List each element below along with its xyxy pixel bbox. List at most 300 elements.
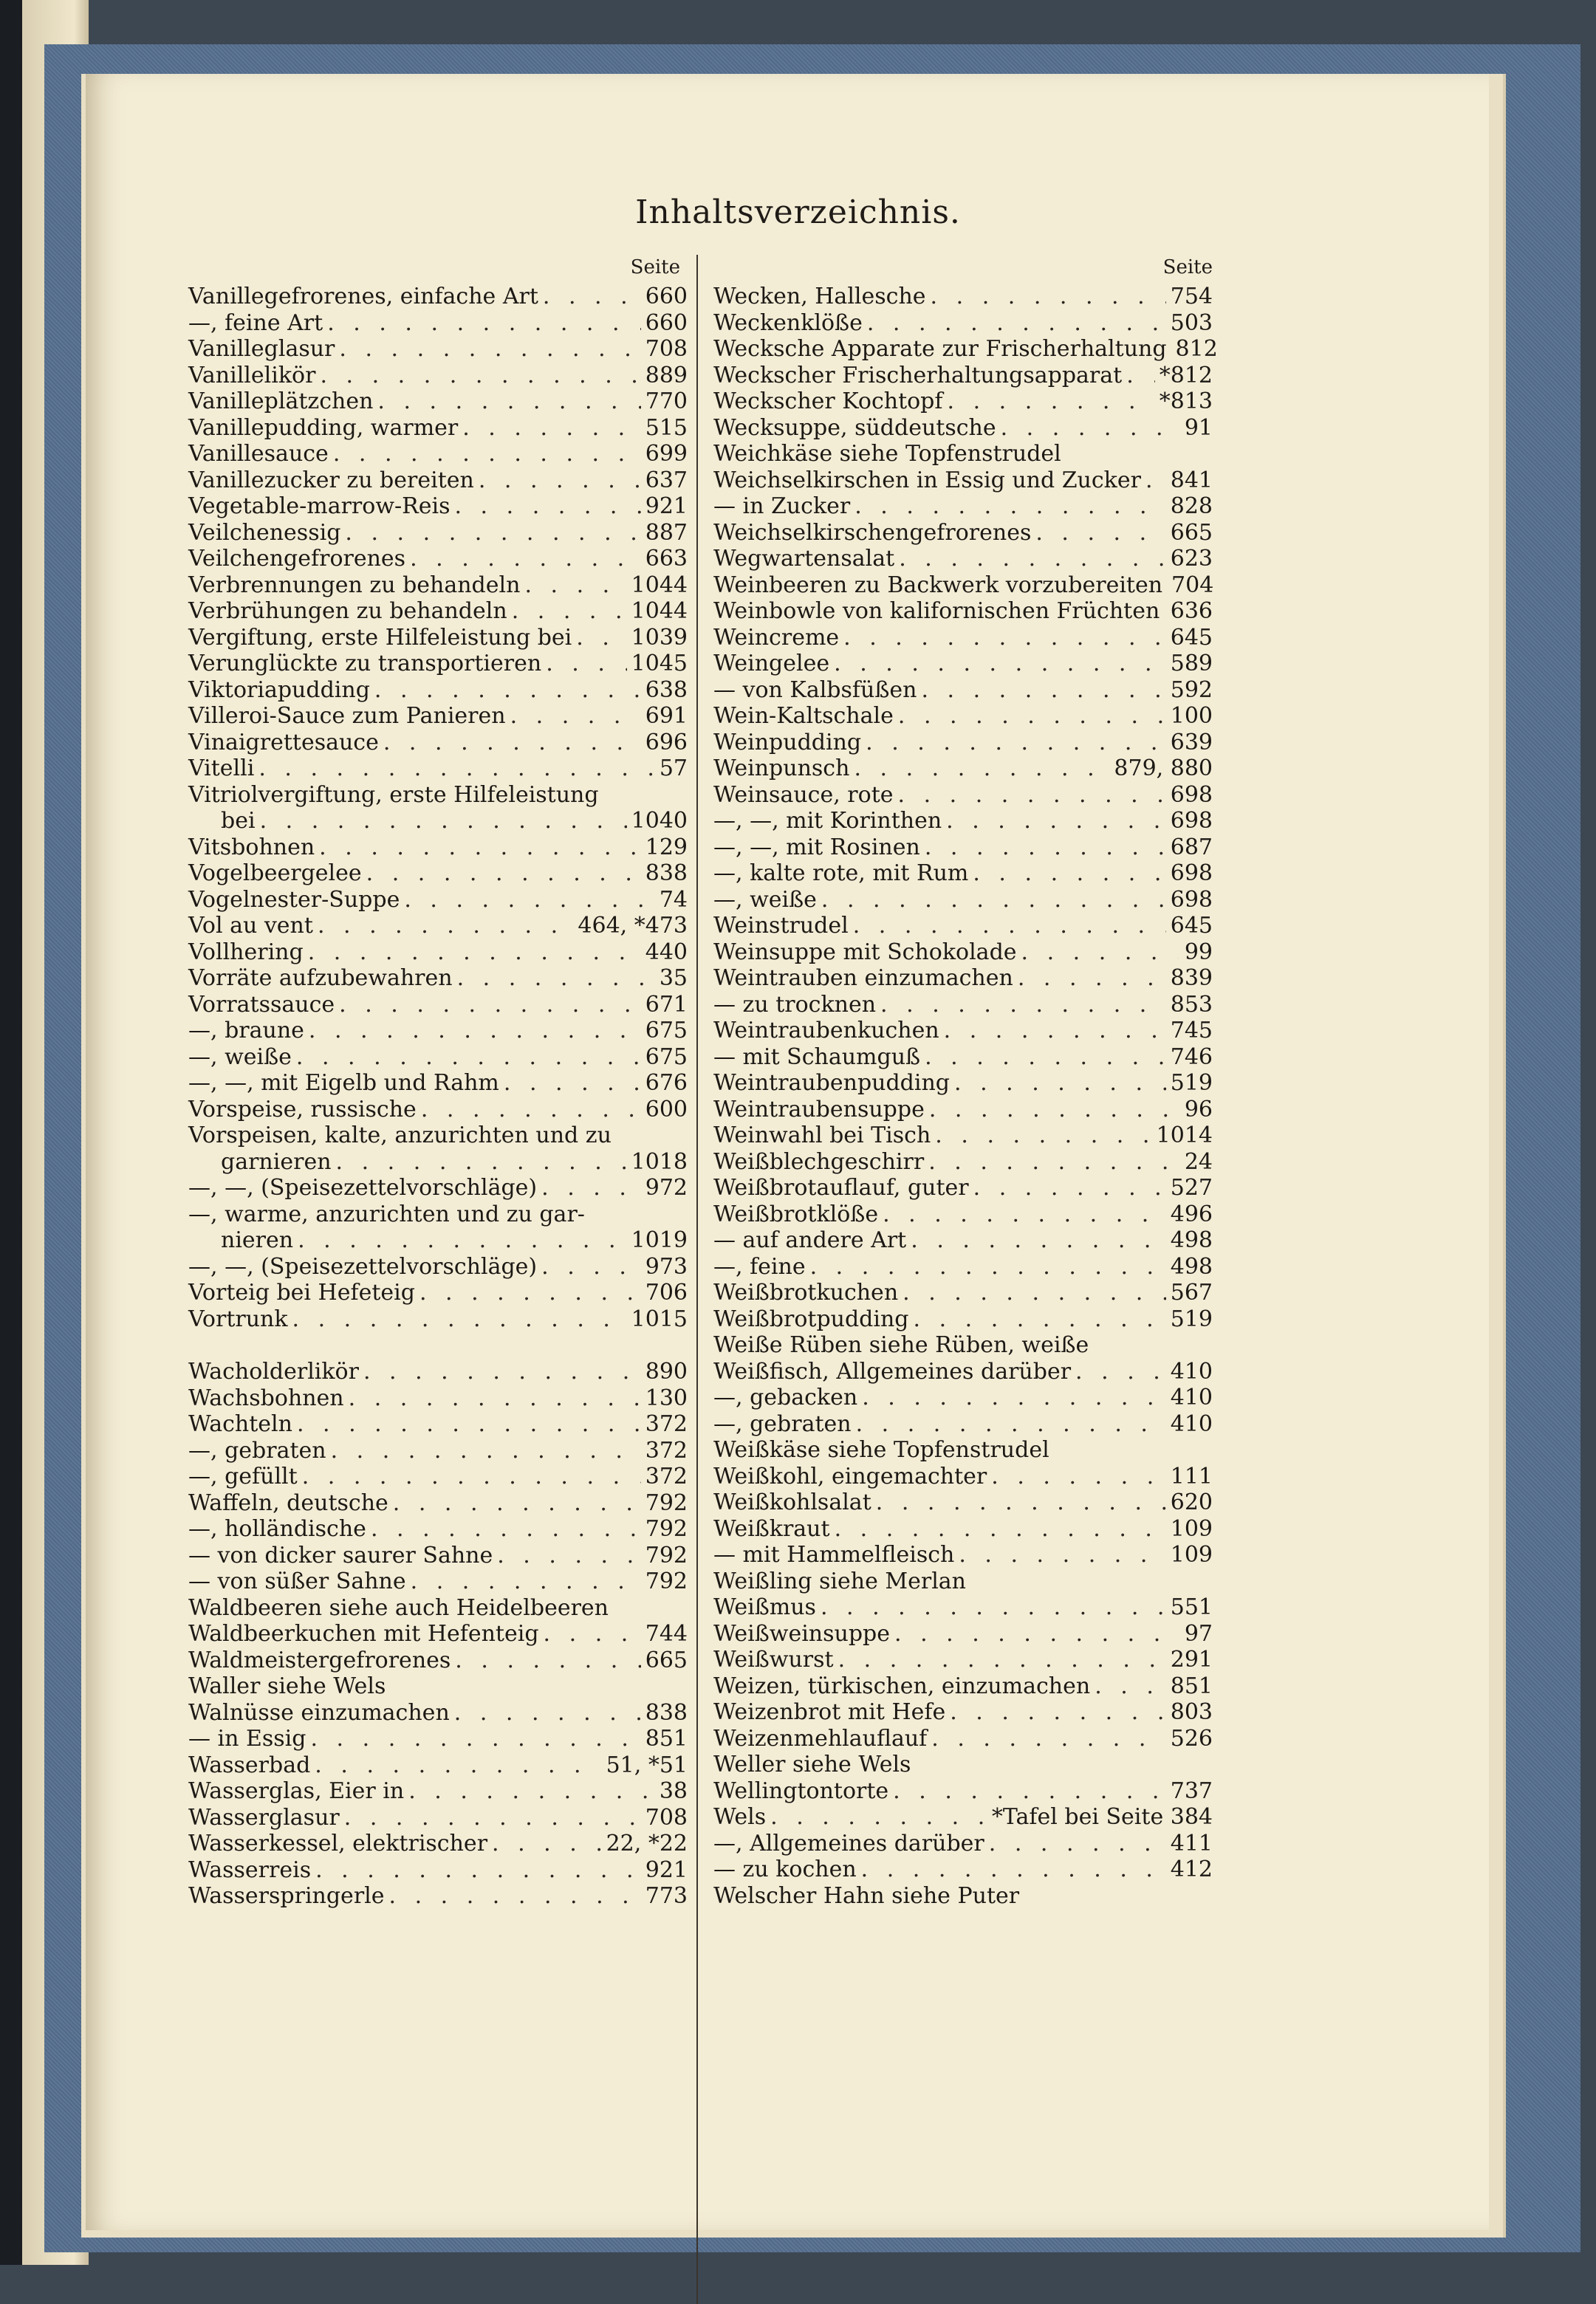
entry-text: Weichselkirschen in Essig und Zucker [713,467,1141,493]
dot-leader [377,388,640,415]
index-entry [188,625,688,651]
entry-page: 708 [645,336,688,362]
index-entry [713,1411,1213,1438]
index-entry [188,860,688,887]
entry-page: 687 [1170,834,1213,860]
entry-text: Wecksuppe, süddeutsche [713,414,996,441]
entry-page: 35 [659,965,688,991]
dot-leader [546,651,626,677]
index-entry [188,467,688,494]
entry-page: 660 [645,309,688,336]
entry-text: Vegetable-marrow-Reis [188,493,451,519]
entry-page: 91 [1184,414,1213,441]
index-entry [713,1726,1213,1752]
dot-leader [258,755,654,782]
index-entry [713,1227,1213,1254]
entry-text: Weichselkirschengefrorenes [713,519,1032,546]
entry-page: 691 [645,703,688,729]
entry-text: Vitsbohnen [188,834,315,860]
entry-text: Weizenbrot mit Hefe [713,1699,946,1725]
entry-text: Weckenklöße [713,309,863,336]
entry-text: — von Kalbsfüßen [713,676,917,703]
dot-leader [260,808,627,834]
index-entry [713,388,1213,415]
entry-text: Wein-Kaltschale [713,703,894,729]
dot-leader [1001,415,1179,442]
entry-page: 698 [1170,886,1213,913]
index-entry [188,730,688,756]
index-entry [713,1489,1213,1516]
index-entry [188,1411,688,1438]
entry-page: 372 [645,1437,688,1464]
dot-leader [315,1857,641,1884]
dot-leader [973,1175,1166,1201]
dot-leader [854,755,1109,782]
left-column [188,251,688,1910]
entry-page: *Tafel bei Seite 384 [991,1804,1213,1830]
entry-page: 637 [645,467,688,493]
entry-page: 74 [659,886,688,913]
index-entry [188,1700,688,1727]
entry-page: 22, *22 [606,1831,688,1856]
dot-leader [349,1385,641,1412]
entry-text: Vanillepudding, warmer [188,414,459,441]
entry-text: Wachsbohnen [188,1385,344,1411]
entry-page: 698 [1170,781,1213,808]
entry-text: Weißbrotkuchen [713,1280,899,1306]
dot-leader [821,1594,1166,1621]
index-entry [713,1122,1213,1149]
dot-leader [298,1227,627,1254]
entry-page: 638 [645,676,688,703]
index-entry [188,651,688,677]
entry-page: 792 [645,1489,688,1516]
index-entry [713,939,1213,966]
entry-text: Wecksche Apparate zur Frischerhaltung [713,336,1167,362]
entry-page: 410 [1170,1385,1213,1410]
left-index-list [188,284,688,1910]
dot-leader [925,834,1166,861]
entry-text: Vanillesauce [188,441,329,467]
entry-text: — in Essig [188,1726,306,1752]
entry-page: 412 [1170,1856,1213,1882]
entry-text: nieren [221,1227,294,1253]
entry-page: 803 [1170,1699,1213,1725]
dot-leader [1018,965,1166,992]
dot-leader [297,1411,641,1438]
dot-leader [880,992,1166,1018]
entry-text: Weizen, türkischen, einzumachen [713,1673,1091,1699]
entry-text: Vorspeise, russische [188,1096,417,1122]
entry-page: 526 [1170,1725,1213,1752]
dot-leader [455,1648,640,1674]
entry-text: Verbrennungen zu behandeln [188,572,521,598]
entry-page: 515 [645,414,688,441]
entry-page: 972 [645,1175,688,1201]
index-entry [713,1201,1213,1228]
dot-leader [861,1856,1166,1883]
dot-leader [1035,520,1165,546]
index-entry [188,441,688,467]
entry-page: 57 [659,755,688,781]
entry-page: 1019 [631,1227,688,1253]
entry-page: 623 [1170,546,1213,572]
entry-text: Wasserglas, Eier in [188,1778,405,1804]
dot-leader [462,415,641,442]
right-page-number-header: Seite [1162,256,1213,278]
entry-page: 372 [645,1464,688,1489]
entry-page: 839 [1170,965,1213,991]
index-entry [188,1097,688,1123]
entry-text: —, kalte rote, mit Rum [713,860,969,886]
entry-text: —, gebraten [713,1410,852,1437]
index-entry [188,572,688,599]
entry-text: Waldbeerkuchen mit Hefenteig [188,1621,539,1647]
entry-text: Weißkäse siehe Topfenstrudel [713,1437,1049,1463]
index-entry [188,336,688,363]
dot-leader [921,677,1165,704]
entry-text: Weinbeeren zu Backwerk vorzubereiten [713,572,1163,598]
entry-text: Veilchenessig [188,519,341,546]
dot-leader [854,493,1166,520]
index-entry [188,1805,688,1831]
entry-text: Weckscher Frischerhaltungsapparat [713,362,1123,388]
dot-leader [393,1490,641,1517]
index-entry [188,1385,688,1412]
entry-page: 551 [1170,1594,1213,1620]
index-entry [188,887,688,913]
index-entry [713,310,1213,337]
dot-leader [339,336,640,363]
entry-text: bei [221,808,256,834]
dot-leader [308,939,641,966]
dot-leader [866,730,1166,756]
dot-leader [838,1647,1166,1673]
dot-leader [898,782,1166,809]
index-entry [713,1280,1213,1306]
entry-page: 1014 [1156,1122,1213,1148]
dot-leader [510,703,641,730]
dot-leader [931,1726,1165,1752]
entry-text: Vorratssauce [188,991,335,1018]
entry-text: Veilchengefrorenes [188,546,406,572]
entry-text: Weißweinsuppe [713,1620,891,1647]
index-entry [188,1857,688,1884]
entry-text: —, feine [713,1253,806,1280]
entry-page: 889 [645,362,688,388]
entry-page: 704 [1171,572,1214,598]
entry-text: Wasserkessel, elektrischer [188,1831,488,1856]
index-entry [713,1385,1213,1411]
dot-leader [389,1883,641,1910]
entry-text: Vitelli [188,755,255,781]
dot-leader [835,1516,1166,1543]
index-entry [188,939,688,966]
entry-text: —, Allgemeines darüber [713,1830,984,1856]
entry-text: Weißwurst [713,1647,834,1673]
index-entry [188,808,688,834]
right-column [713,251,1218,1909]
entry-page: 838 [645,860,688,886]
dot-leader [318,913,573,939]
index-entry [188,1438,688,1464]
entry-text: Wasserglasur [188,1804,340,1831]
entry-page: 754 [1170,284,1213,309]
entry-text: Weinsauce, rote [713,781,894,808]
entry-text: — auf andere Art [713,1227,907,1253]
entry-page: 1040 [631,808,688,834]
dot-leader [524,572,626,599]
entry-page: 921 [645,493,688,519]
index-entry [713,1332,1213,1359]
entry-page: 792 [645,1516,688,1542]
index-entry [713,703,1213,730]
entry-page: 792 [645,1542,688,1568]
index-entry [188,1568,688,1595]
dot-leader [876,1489,1166,1516]
entry-text: Vol au vent [188,913,313,939]
index-entry [713,493,1213,520]
dot-leader [363,1359,641,1385]
dot-leader [770,1804,987,1831]
dot-leader [898,703,1166,730]
dot-leader [576,625,626,651]
index-entry [188,1831,688,1857]
entry-page: 410 [1170,1410,1213,1437]
index-entry [188,677,688,704]
index-entry [713,1044,1213,1071]
entry-page: 1039 [631,624,688,651]
index-entry [188,1018,688,1044]
entry-page: 645 [1170,624,1213,651]
dot-leader [883,1201,1166,1228]
dot-leader [1164,598,1165,625]
index-entry [713,1070,1213,1097]
entry-text: Weinwahl bei Tisch [713,1122,931,1148]
entry-text: Weinstrudel [713,913,849,939]
dot-leader [541,1254,641,1280]
entry-text: Weintraubenpudding [713,1070,950,1096]
index-entry [188,992,688,1018]
index-entry [188,1464,688,1490]
entry-page: 129 [645,834,688,860]
entry-text: Walnüsse einzumachen [188,1699,450,1726]
dot-leader [843,625,1166,651]
entry-page: 109 [1170,1515,1213,1542]
entry-text: Weißbrotpudding [713,1306,909,1332]
index-entry [713,572,1213,599]
index-entry [713,441,1213,467]
index-entry [188,1280,688,1306]
index-entry [188,1122,688,1149]
dot-leader [989,1831,1166,1857]
entry-text: —, warme, anzurichten und zu gar- [188,1201,585,1227]
index-entry [713,1464,1213,1490]
dot-leader [497,1543,641,1569]
index-entry [188,1726,688,1752]
dot-leader [310,1726,640,1752]
entry-page: *812 [1159,362,1213,388]
dot-leader [344,1805,641,1831]
entry-text: Weinsuppe mit Schokolade [713,939,1017,965]
entry-text: Vogelnester-Suppe [188,886,400,913]
dot-leader [1075,1359,1166,1385]
entry-text: —, gebraten [188,1437,326,1464]
index-entry [188,520,688,546]
entry-text: Weingelee [713,651,830,676]
dot-leader [454,493,640,520]
index-entry [713,1699,1213,1726]
dot-leader [1095,1673,1166,1700]
dot-leader [302,1464,641,1490]
index-entry [188,363,688,389]
index-entry [713,887,1213,913]
dot-leader [944,1018,1166,1044]
entry-page: 665 [1170,519,1213,546]
entry-page: 496 [1170,1201,1213,1227]
entry-page: 24 [1184,1148,1213,1175]
entry-page: 1045 [631,651,688,676]
entry-text: Wegwartensalat [713,546,895,572]
index-entry [713,363,1213,389]
entry-page: 100 [1170,703,1213,729]
entry-page: 851 [1170,1673,1213,1699]
entry-page: 665 [645,1647,688,1673]
entry-page: 887 [645,519,688,546]
entry-text: Weincreme [713,624,840,651]
entry-text: Weiße Rüben siehe Rüben, weiße [713,1332,1089,1358]
dot-leader [856,1411,1166,1438]
entry-page: 111 [1170,1463,1213,1489]
index-entry [188,782,688,809]
entry-text: Vanilleplätzchen [188,388,374,414]
entry-text: Weißbrotauflauf, guter [713,1175,969,1201]
entry-text: —, gebacken [713,1385,858,1410]
index-entry [188,388,688,415]
index-entry [713,730,1213,756]
dot-leader [914,1306,1166,1333]
index-entry [188,1306,688,1333]
entry-page: 660 [645,284,688,309]
entry-page: 890 [645,1359,688,1385]
dot-leader [339,992,641,1018]
entry-text: Vergiftung, erste Hilfeleistung bei [188,624,572,651]
entry-text: —, holländische [188,1516,366,1542]
entry-page: 663 [645,546,688,572]
entry-page: 745 [1170,1018,1213,1043]
entry-text: Weintraubenkuchen [713,1018,939,1043]
index-entry [713,546,1213,572]
entry-page: 440 [645,939,688,965]
index-entry [713,1542,1213,1568]
entry-text: — mit Schaumguß [713,1043,921,1070]
entry-page: 696 [645,729,688,755]
index-entry [713,1437,1213,1464]
entry-page: 973 [645,1253,688,1280]
entry-page: 699 [645,441,688,467]
entry-text: Weißbrotklöße [713,1201,879,1227]
entry-page: 464, *473 [578,913,688,939]
entry-text: Vorräte aufzubewahren [188,965,453,991]
dot-leader [296,1044,641,1071]
index-entry [188,1648,688,1674]
index-entry [713,808,1213,834]
entry-text: —, —, mit Korinthen [713,808,942,834]
entry-text: Waldbeeren siehe auch Heidelbeeren [188,1594,609,1621]
entry-text: Wels [713,1804,767,1830]
index-entry [713,1831,1213,1857]
entry-page: 698 [1170,808,1213,834]
entry-text: Wacholderlikör [188,1359,359,1385]
entry-text: Weckscher Kochtopf [713,388,943,414]
index-entry [188,1201,688,1228]
index-entry [713,415,1213,442]
entry-page: 567 [1170,1280,1213,1306]
entry-text: Waffeln, deutsche [188,1489,388,1516]
entry-text: Verbrühungen zu behandeln [188,598,507,624]
entry-page: 600 [645,1096,688,1122]
entry-page: 97 [1184,1620,1213,1647]
entry-page: *813 [1159,388,1213,414]
dot-leader [309,1018,641,1044]
index-entry [713,1516,1213,1543]
page-title: Inhaltsverzeichnis. [635,193,961,231]
index-entry [713,1306,1213,1333]
entry-text: Weißkraut [713,1515,830,1542]
dot-leader [810,1254,1166,1280]
dot-leader [320,363,640,389]
index-entry [188,1883,688,1910]
index-entry [713,625,1213,651]
entry-text: Weißling siehe Merlan [713,1568,966,1594]
entry-page: 746 [1170,1043,1213,1070]
index-entry [713,1673,1213,1700]
dot-leader [973,860,1165,887]
index-entry [713,834,1213,861]
dot-leader [821,887,1166,913]
dot-leader [315,1752,601,1779]
index-entry [713,1149,1213,1176]
index-entry [713,860,1213,887]
entry-text: Wasserreis [188,1856,312,1883]
index-entry [713,1568,1213,1595]
dot-leader [893,1778,1166,1805]
entry-page: 676 [645,1070,688,1096]
index-entry [188,1044,688,1071]
dot-leader [899,546,1166,572]
index-entry [188,1673,688,1700]
index-entry [713,1778,1213,1805]
entry-page: 675 [645,1043,688,1070]
dot-leader [544,1621,641,1648]
dot-leader [383,730,641,756]
entry-text: Weißkohlsalat [713,1489,871,1515]
entry-text: —, gefüllt [188,1464,298,1489]
entry-page: 130 [645,1385,688,1411]
dot-leader [319,834,641,861]
entry-text: Vanillezucker zu bereiten [188,467,474,493]
dot-leader [931,284,1166,310]
index-entry [188,1778,688,1805]
dot-leader [867,310,1166,337]
entry-page: 853 [1170,991,1213,1018]
dot-leader [404,887,654,913]
index-entry [713,1856,1213,1883]
dot-leader [1145,467,1166,494]
entry-page: 498 [1170,1227,1213,1253]
entry-text: — von dicker saurer Sahne [188,1542,493,1568]
entry-text: Welscher Hahn siehe Puter [713,1882,1020,1909]
